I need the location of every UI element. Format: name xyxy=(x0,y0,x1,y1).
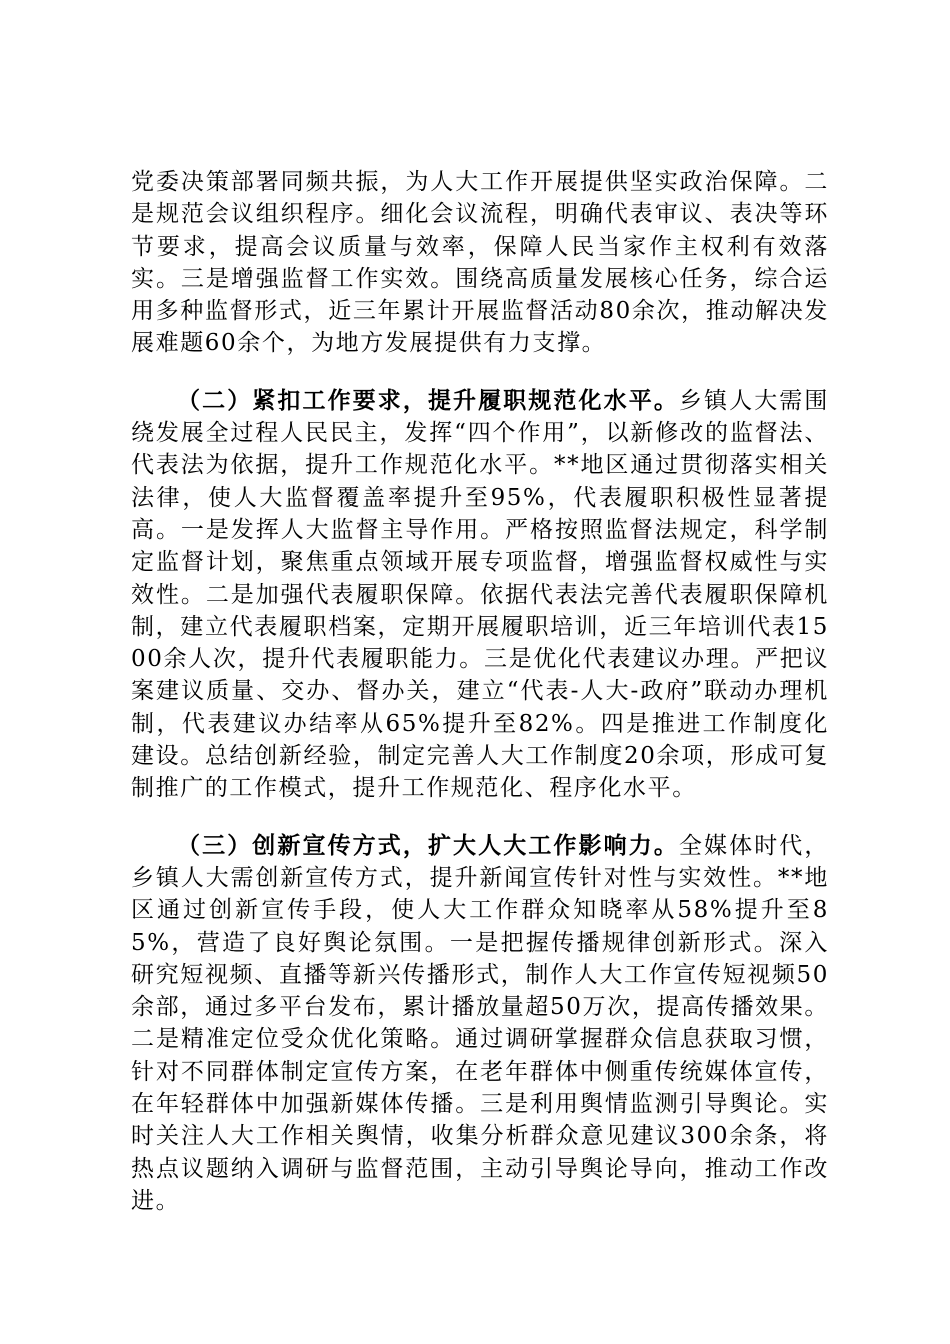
paragraph-gap xyxy=(131,805,829,830)
section-heading: （三）创新宣传方式，扩大人大工作影响力。 xyxy=(177,831,679,859)
paragraph-gap xyxy=(131,360,829,385)
paragraph-continuation xyxy=(131,166,829,360)
paragraph-section-2 xyxy=(131,385,829,805)
document-page xyxy=(131,166,829,1217)
paragraph-section-3 xyxy=(131,830,829,1218)
section-heading: （二）紧扣工作要求，提升履职规范化水平。 xyxy=(177,386,679,414)
paragraph-body: 全媒体时代，乡镇人大需创新宣传方式，提升新闻宣传针对性与实效性。**地区通过创新宣传手段，使人大工作群众知晓率从58%提升至85%，营造了良好舆论氛围。一是把握传播规律创新形式。深入研究短视频、直播等新兴传播形式，制作人大工作宣传短视频50余部，通过多平台发布，累计播放量超50万次，提高传播效果。二是精准定位受众优化策略。通过调研掌握群众信息获取习惯，针对不同群体制定宣传方案，在老年群体中侧重传统媒体宣传，在年轻群体中加强新媒体传播。三是利用舆情监测引导舆论。实时关注人大工作相关舆情，收集分析群众意见建议300余条，将热点议题纳入调研与监督范围，主动引导舆论导向，推动工作改进。 xyxy=(131,832,830,1214)
paragraph-body: 乡镇人大需围绕发展全过程人民民主，发挥“四个作用”，以新修改的监督法、代表法为依据，提升工作规范化水平。**地区通过贯彻落实相关法律，使人大监督覆盖率提升至95%，代表履职积极性显著提高。一是发挥人大监督主导作用。严格按照监督法规定，科学制定监督计划，聚焦重点领域开展专项监督，增强监督权威性与实效性。二是加强代表履职保障。依据代表法完善代表履职保障机制，建立代表履职档案，定期开展履职培训，近三年培训代表1500余人次，提升代表履职能力。三是优化代表建议办理。严把议案建议质量、交办、督办关，建立“代表-人大-政府”联动办理机制，代表建议办结率从65%提升至82%。四是推进工作制度化建设。总结创新经验，制定完善人大工作制度20余项，形成可复制推广的工作模式，提升工作规范化、程序化水平。 xyxy=(131,387,830,802)
paragraph-body: 党委决策部署同频共振，为人大工作开展提供坚实政治保障。二是规范会议组织程序。细化会议流程，明确代表审议、表决等环节要求，提高会议质量与效率，保障人民当家作主权利有效落实。三是增强监督工作实效。围绕高质量发展核心任务，综合运用多种监督形式，近三年累计开展监督活动80余次，推动解决发展难题60余个，为地方发展提供有力支撑。 xyxy=(131,169,829,357)
